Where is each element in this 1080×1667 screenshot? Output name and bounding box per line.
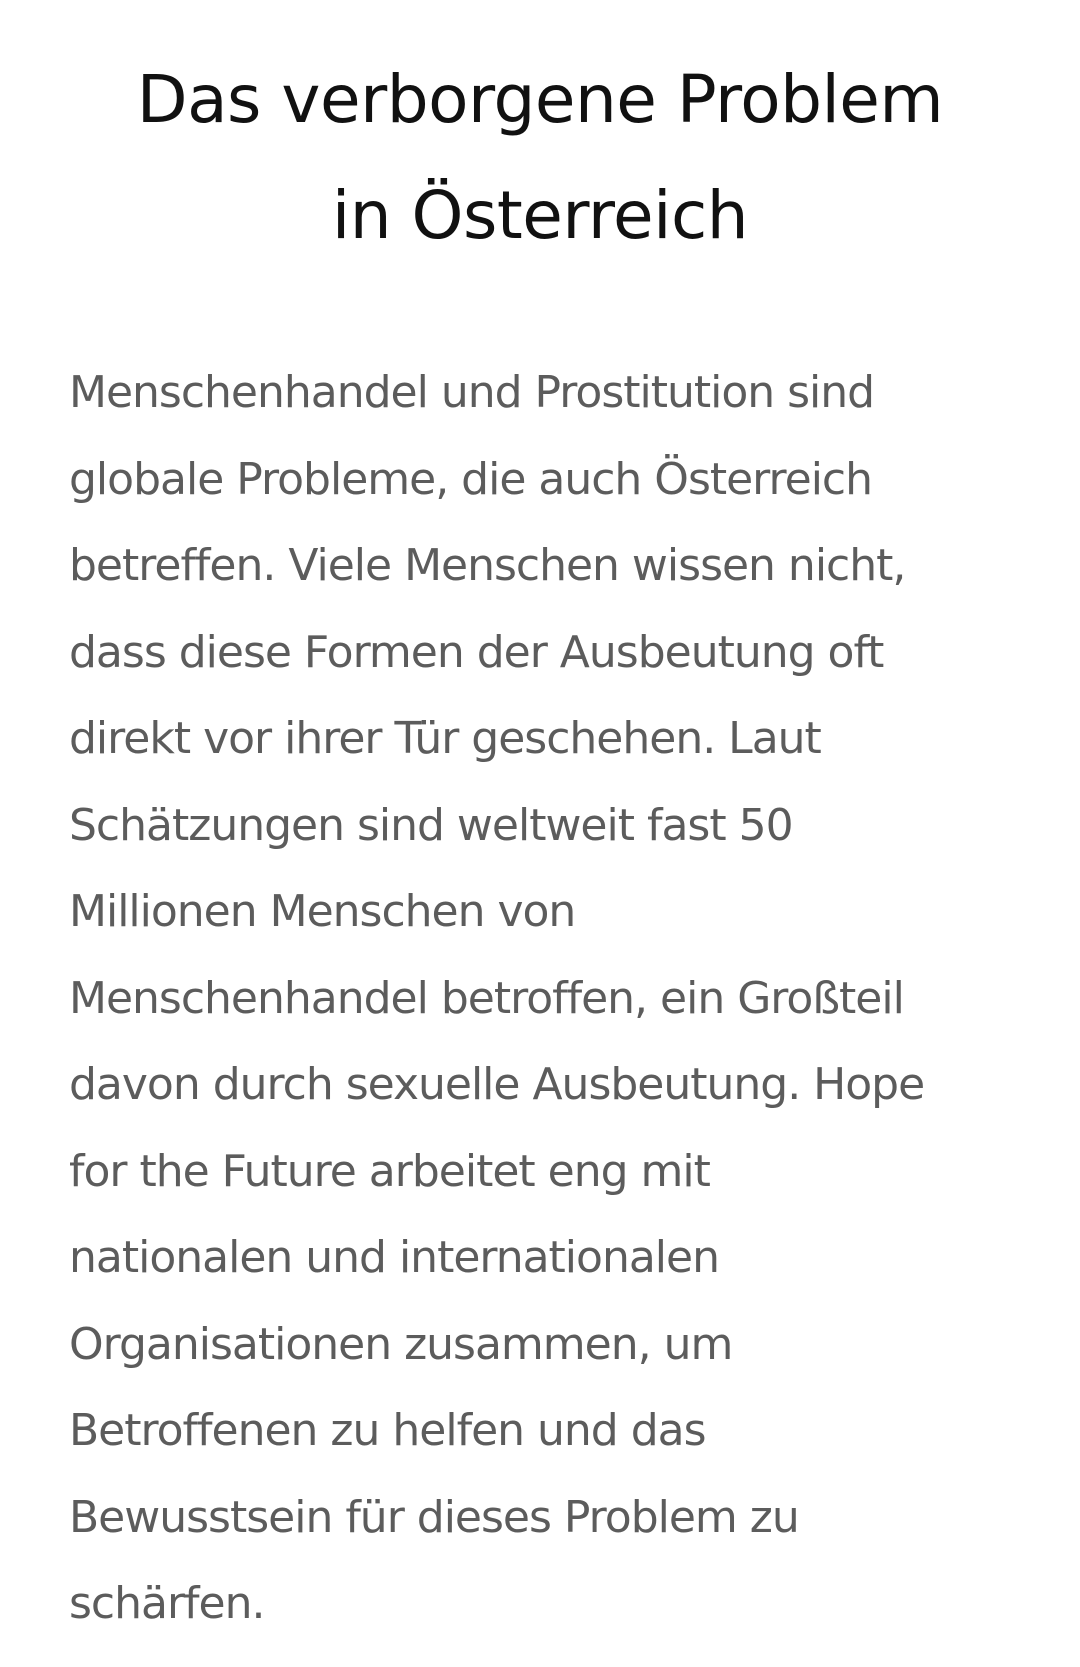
paragraph-line: betreffen. Viele Menschen wissen nicht, — [69, 540, 906, 591]
paragraph-line: Organisationen zusammen, um — [69, 1318, 733, 1370]
paragraph-line: direkt vor ihrer Tür geschehen. Laut — [69, 713, 821, 764]
paragraph-line: globale Probleme, die auch Österreich — [69, 453, 872, 505]
paragraph-line: davon durch sexuelle Ausbeutung. Hope — [69, 1059, 925, 1110]
paragraph-line: Millionen Menschen von — [69, 886, 576, 937]
paragraph-line: schärfen. — [69, 1578, 265, 1629]
heading-line: in Österreich — [331, 177, 749, 254]
paragraph-line: Betroffenen zu helfen und das — [69, 1405, 706, 1456]
section-paragraph — [69, 350, 1009, 1648]
paragraph-line: for the Future arbeitet eng mit — [69, 1145, 710, 1197]
paragraph-line: Menschenhandel betroffen, ein Großteil — [69, 972, 904, 1024]
heading-line: Das verborgene Problem — [136, 61, 944, 138]
paragraph-line: dass diese Formen der Ausbeutung oft — [69, 626, 884, 678]
section-heading — [0, 42, 1080, 274]
paragraph-line: Schätzungen sind weltweit fast 50 — [69, 799, 793, 851]
paragraph-line: nationalen und internationalen — [69, 1232, 719, 1283]
paragraph-line: Menschenhandel und Prostitution sind — [69, 367, 875, 418]
paragraph-line: Bewusstsein für dieses Problem zu — [69, 1491, 799, 1543]
